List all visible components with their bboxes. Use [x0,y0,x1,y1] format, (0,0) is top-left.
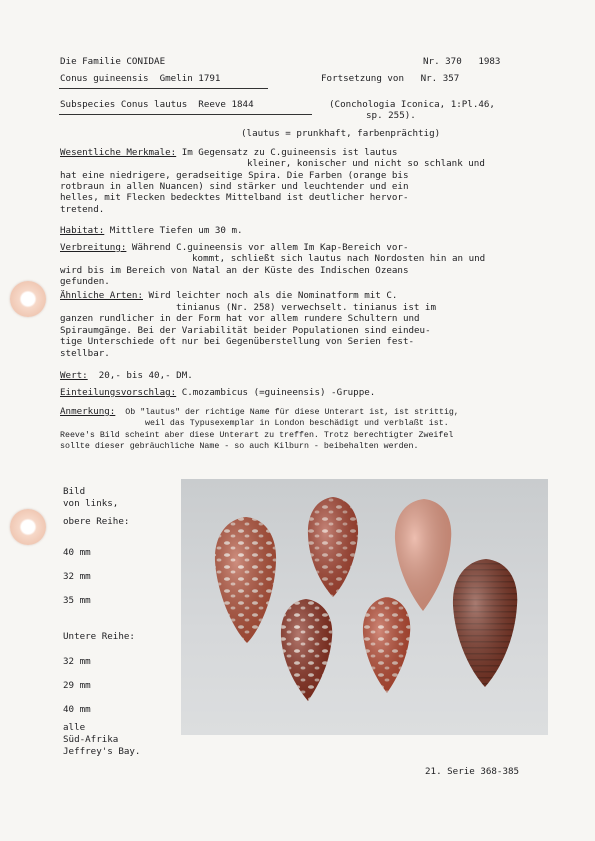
subspecies-underline [59,114,312,115]
einteilung-paragraph [60,387,375,398]
punch-hole-top [10,281,46,317]
reference-line-2: sp. 255). [366,110,416,121]
punch-hole-bottom [10,509,46,545]
merkmale-label: Wesentliche Merkmale: [60,147,177,158]
caption-lower-row-heading: Untere Reihe: [63,631,135,642]
verbreitung-first-line: Während C.guineensis vor allem Im Kap-Bereich vor- [126,242,409,253]
merkmale-line: helles, mit Flecken bedecktes Mittelband ist deutlicher hervor- [60,192,409,203]
subspecies-name: Subspecies Conus lautus Reeve 1844 [60,99,254,110]
caption-upper-row-heading: obere Reihe: [63,516,130,527]
species-name: Conus guineensis Gmelin 1791 [60,73,221,84]
anmerkung-label: Anmerkung: [60,406,116,417]
caption-von-links: von links, [63,498,119,509]
shell-upper-left [215,517,276,643]
habitat-text: Mittlere Tiefen um 30 m. [104,225,243,236]
merkmale-line: hat eine niedrigere, geradseitige Spira. Die Farben (orange bis [60,170,409,181]
anmerkung-paragraph [60,406,459,418]
shell-drawing [181,479,548,735]
merkmale-line: tretend. [60,204,105,215]
upper-size-3: 35 mm [63,595,91,606]
merkmale-first-line: Im Gegensatz zu C.guineensis ist lautus [176,147,398,158]
lower-size-2: 29 mm [63,680,91,691]
verbreitung-paragraph [60,242,409,253]
sheet-number: Nr. 370 1983 [423,56,501,67]
verbreitung-line: gefunden. [60,276,110,287]
species-underline [59,88,268,89]
shell-lower-left [281,599,332,701]
arten-line: ganzen rundlicher in der Form hat vor allem rundere Schultern und [60,313,420,324]
arten-label: Ähnliche Arten: [60,290,143,301]
einteilung-label: Einteilungsvorschlag: [60,387,177,398]
wert-text: 20,- bis 40,- DM. [87,370,193,381]
anmerkung-line: sollte dieser gebräuchliche Name - so auch Kilburn - beibehalten werden. [60,442,419,451]
arten-line: tinianus (Nr. 258) verwechselt. tinianus ist im [176,302,436,313]
shell-upper-right [395,499,451,611]
anmerkung-line: Reeve's Bild scheint aber diese Unterart zu treffen. Trotz berechtigter Zweifel [60,431,454,440]
series-footer: 21. Serie 368-385 [425,766,520,777]
merkmale-line: kleiner, konischer und nicht so schlank und [247,158,485,169]
shell-lower-right [453,559,517,687]
einteilung-text: C.mozambicus (=guineensis) -Gruppe. [176,387,376,398]
arten-paragraph [60,290,397,301]
arten-line: Spiraumgänge. Bei der Variabilität beider Populationen sind eindeu- [60,325,431,336]
lower-size-1: 32 mm [63,656,91,667]
shell-lower-middle [363,597,410,693]
caption-bild: Bild [63,486,86,497]
anmerkung-line: weil das Typusexemplar in London beschädigt und verblaßt ist. [145,419,449,428]
wert-paragraph [60,370,193,381]
lower-size-3: 40 mm [63,704,91,715]
family-title: Die Familie CONIDAE [60,56,166,67]
verbreitung-label: Verbreitung: [60,242,127,253]
continuation-note: Fortsetzung von Nr. 357 [321,73,460,84]
arten-line: tige Unterschiede oft nur bei Gegenüberstellung von Serien fest- [60,336,415,347]
origin-line-3: Jeffrey's Bay. [63,746,141,757]
merkmale-line: rotbraun in allen Nuancen) sind stärker und leuchtender und ein [60,181,409,192]
verbreitung-line: kommt, schließt sich lautus nach Nordosten hin an und [192,253,486,264]
shell-photograph [181,479,548,735]
wert-label: Wert: [60,370,88,381]
merkmale-paragraph [60,147,397,158]
name-translation: (lautus = prunkhaft, farbenprächtig) [241,128,441,139]
upper-size-1: 40 mm [63,547,91,558]
shell-upper-middle [308,497,358,597]
arten-line: stellbar. [60,348,110,359]
upper-size-2: 32 mm [63,571,91,582]
habitat-label: Habitat: [60,225,105,236]
origin-line-1: alle [63,722,86,733]
arten-first-line: Wird leichter noch als die Nominatform mit C. [142,290,398,301]
reference-line-1: (Conchologia Iconica, 1:Pl.46, [329,99,495,110]
anmerkung-first-line: Ob "lautus" der richtige Name für diese Unterart ist, ist strittig, [115,408,459,417]
verbreitung-line: wird bis im Bereich von Natal an der Küste des Indischen Ozeans [60,265,409,276]
origin-line-2: Süd-Afrika [63,734,119,745]
habitat-paragraph [60,225,243,236]
